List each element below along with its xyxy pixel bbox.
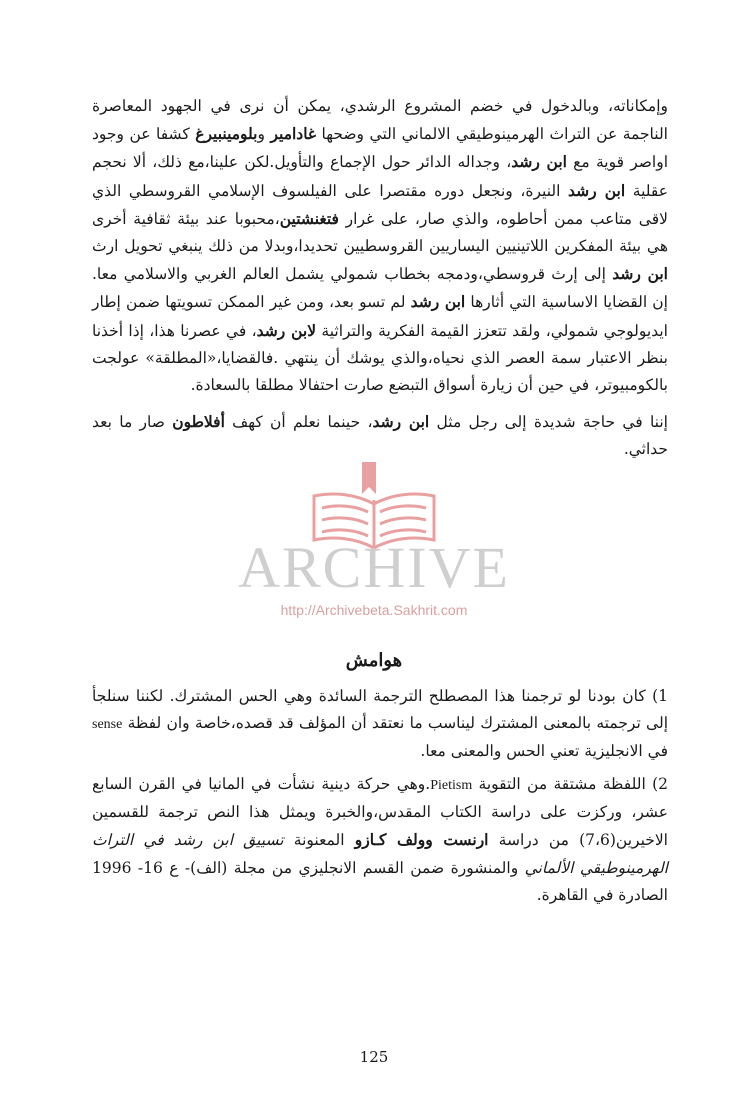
archive-watermark	[0, 460, 748, 635]
page-number: 125	[359, 1048, 389, 1066]
footnotes-heading: هوامش	[345, 650, 403, 671]
body-paragraph-2: إننا في حاجة شديدة إلى رجل مثل ابن رشد، حينما نعلم أن كهف أفلاطون صار ما بعد حداثي.	[92, 412, 668, 459]
watermark-title: ARCHIVE	[238, 535, 510, 600]
footnote-1: 1) كان بودنا لو ترجمنا هذا المصطلح الترجمة السائدة وهي الحس المشترك. لكننا سنلجأ إلى ترجمته بالمعنى المشترك ليناسب ما نعتقد أن المؤلف قد قصده،خاصة وان لفظة sense في الانجليزية تعني الحس والمعنى معا.	[92, 687, 668, 761]
footnote-2: 2) اللفظة مشتقة من التقوية Pietism.وهي حركة دينية نشأت في المانيا في القرن السابع عشر، وركزت على دراسة الكتاب المقدس،والخبرة ويمثل هذا النص ترجمة للقسمين الاخيرين(7،6) من دراسة ارنست وولف كـازو المعنونة تسييق ابن رشد في التراث الهرمينوطيقي الألماني والمنشورة ضمن القسم الانجليزي من مجلة (الف)- ع 16- 1996 الصادرة في القاهرة.	[92, 775, 668, 904]
watermark-url: http://Archivebeta.Sakhrit.com	[280, 602, 468, 618]
body-paragraph-1: وإمكاناته، وبالدخول في خضم المشروع الرشدي، يمكن أن نرى في الجهود المعاصرة الناجمة عن التراث الهرمينوطيقي الالماني التي وضحها غادامير وبلومينبيرغ كشفا عن وجود اواصر قوية مع ابن رشد، وجداله الدائر حول الإجماع والتأويل.لكن علينا،مع ذلك، ألا نحجم عقلية ابن رشد النيرة، ونجعل دوره مقتصرا على الفيلسوف الإسلامي القروسطي الذي لاقى متاعب ممن أحاطوه، والذي صار، على غرار فتغنشتين،محبوبا عند بيئة ثقافية أخرى هي بيئة المفكرين اللاتينيين اليساريين القروسطيين تحديدا،وبدلا من ذلك ينبغي تحويل ارث ابن رشد إلى إرث قروسطي،ودمجه بخطاب شمولي يشمل العالم الغربي والاسلامي معا. إن القضايا الاساسية التي أثارها ابن رشد لم تسو بعد، ومن غير الممكن تسويتها ضمن إطار ايديولوجي شمولي، ولقد تتعزز القيمة الفكرية والتراثية لابن رشد، في عصرنا هذا، إذا أخذنا بنظر الاعتبار سمة العصر الذي نحياه،والذي يوشك أن ينتهي .فالقضايا،«المطلقة» عولجت بالكومبيوتر، في حين أن زيارة أسواق التبضع صارت احتفالا مطلقا بالسعادة.	[92, 97, 669, 395]
